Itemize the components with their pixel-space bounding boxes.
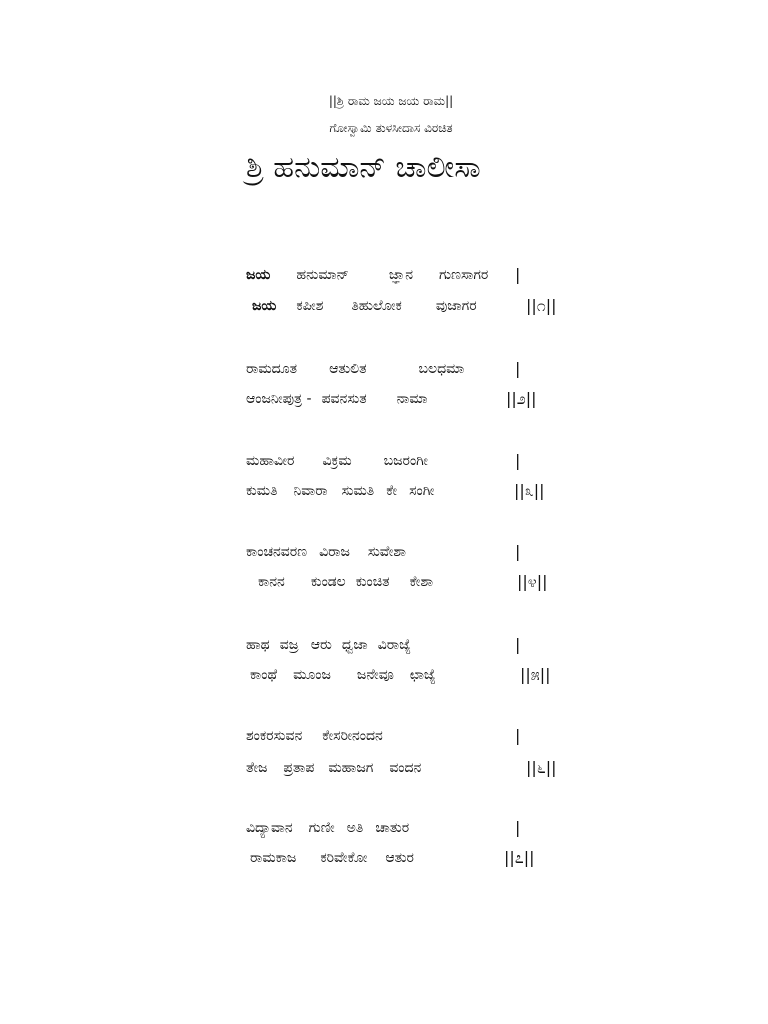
verse-number-mark: ||೩|| [514, 481, 545, 500]
verse-line-second [250, 850, 414, 866]
verse-word: ಕುಂಡಲ [310, 574, 346, 590]
half-verse-mark: | [515, 726, 521, 745]
verse-word: ಪವನಸುತ [321, 391, 367, 407]
verse-word: ವಿರಾಜ್ಯೆ [377, 637, 412, 653]
verse-word: ಕೇಸರೀನಂದನ [322, 728, 383, 744]
verse-line-second [246, 760, 421, 776]
verse-number-mark: ||೨|| [506, 389, 537, 408]
verse-line-second [250, 667, 436, 683]
verse-word: ತೇಜ [246, 760, 268, 776]
half-verse-mark: | [515, 451, 521, 470]
verse-word: ವಜ್ರ [279, 637, 299, 653]
verse-word: ಆಂಜನೀಪುತ್ರ - [246, 391, 312, 407]
invocation-line: ||ಶ್ರಿ ರಾಮ ಜಯ ಜಯ ರಾಮ|| [328, 94, 454, 108]
verse-word: ತಿಹುಲೋಕ [351, 298, 402, 314]
verse-word: ಬಜರಂಗೀ [383, 453, 428, 469]
verse-word: ಕೇಶಾ [409, 574, 434, 590]
verse-word: ಪ್ರತಾಪ [283, 760, 315, 776]
verse-word: ಕೇ [386, 483, 398, 499]
verse-line-first [246, 544, 406, 560]
verse-word: ಸುವೇಶಾ [367, 544, 407, 560]
verse-word: ಆತುರ [385, 850, 414, 866]
verse-word: ಕರಿವೇಕೋ [320, 850, 368, 866]
verse-line-first [246, 820, 409, 836]
verse-word: ಜಯ [246, 267, 271, 283]
verse-word: ವಿಕ್ರಮ [322, 453, 352, 469]
verse-word: ಅತಿ [346, 820, 364, 836]
half-verse-mark: | [515, 265, 521, 284]
verse-word: ಜನೇವೂ [356, 667, 394, 683]
half-verse-mark: | [515, 635, 521, 654]
verse-word: ಆತುಲಿತ [329, 361, 367, 377]
verse-line-first [246, 637, 411, 653]
verse-word: ರಾಮದೂತ [246, 361, 298, 377]
verse-word: ಹನುಮಾನ್ [296, 267, 349, 283]
verse-word: ಕುಮತಿ [246, 483, 278, 499]
verse-word: ಜಯ [252, 298, 277, 314]
half-verse-mark: | [515, 818, 521, 837]
verse-word: ಮಹಾವೀರ [246, 453, 295, 469]
verse-word: ಕುಂಚಿತ [355, 574, 390, 590]
verse-word: ಸುಮತಿ [341, 483, 375, 499]
verse-line-second [252, 298, 477, 314]
verse-word: ಶಂಕರಸುವನ [246, 728, 303, 744]
verse-word: ಕಪೀಶ [296, 298, 324, 314]
verse-line-second [258, 574, 433, 590]
half-verse-mark: | [515, 359, 521, 378]
verse-word: ಛಾಜ್ಯೆ [409, 667, 436, 683]
verse-line-first [246, 728, 383, 744]
half-verse-mark: | [515, 542, 521, 561]
verse-line-first [246, 453, 428, 469]
verse-word: ರಾಮಕಾಜ [250, 850, 297, 866]
verse-word: ವಂದನ [389, 760, 422, 776]
page-title: ಶ್ರಿ ಹನುಮಾನ್ ಚಾಲೀಸಾ [246, 150, 481, 185]
verse-word: ಚಾತುರ [375, 820, 410, 836]
author-byline: ಗೋಸ್ವಾಮಿ ತುಳಸೀದಾಸ ವಿರಚಿತ [329, 121, 453, 135]
verse-word: ನಿವಾರಾ [293, 483, 328, 499]
verse-number-mark: ||೬|| [526, 758, 557, 777]
verse-word: ಕಾನನ [258, 574, 285, 590]
verse-word: ಕಾಂಥೆ [250, 667, 278, 683]
verse-line-first [246, 267, 488, 283]
verse-word: ಧ್ವಜಾ [341, 637, 368, 653]
verse-word: ಬಲಧಮಾ [418, 361, 465, 377]
verse-word: ಹಾಥ [246, 637, 270, 653]
verse-line-second [246, 391, 428, 407]
verse-word: ನಾಮಾ [396, 391, 428, 407]
verse-number-mark: ||೫|| [520, 665, 551, 684]
verse-word: ಆರು [310, 637, 332, 653]
verse-number-mark: ||೪|| [517, 572, 548, 591]
verse-line-second [246, 483, 434, 499]
verse-word: ವಿದ್ಯಾವಾನ [246, 820, 293, 836]
verse-word: ಜ್ಞಾನ [388, 267, 414, 283]
verse-word: ವುಜಾಗರ [435, 298, 477, 314]
verse-line-first [246, 361, 464, 377]
verse-word: ಮೂಂಜ [293, 667, 331, 683]
verse-word: ಸಂಗೀ [409, 483, 435, 499]
verse-word: ಮಹಾಜಗ [328, 760, 374, 776]
verse-word: ಗುಣೀ [308, 820, 335, 836]
verse-word: ಗುಣಸಾಗರ [439, 267, 489, 283]
verse-word: ಕಾಂಚನವರಣ [246, 544, 308, 560]
verse-word: ವಿರಾಜ [319, 544, 350, 560]
verse-number-mark: ||೭|| [504, 848, 535, 867]
verse-number-mark: ||೧|| [526, 296, 557, 315]
